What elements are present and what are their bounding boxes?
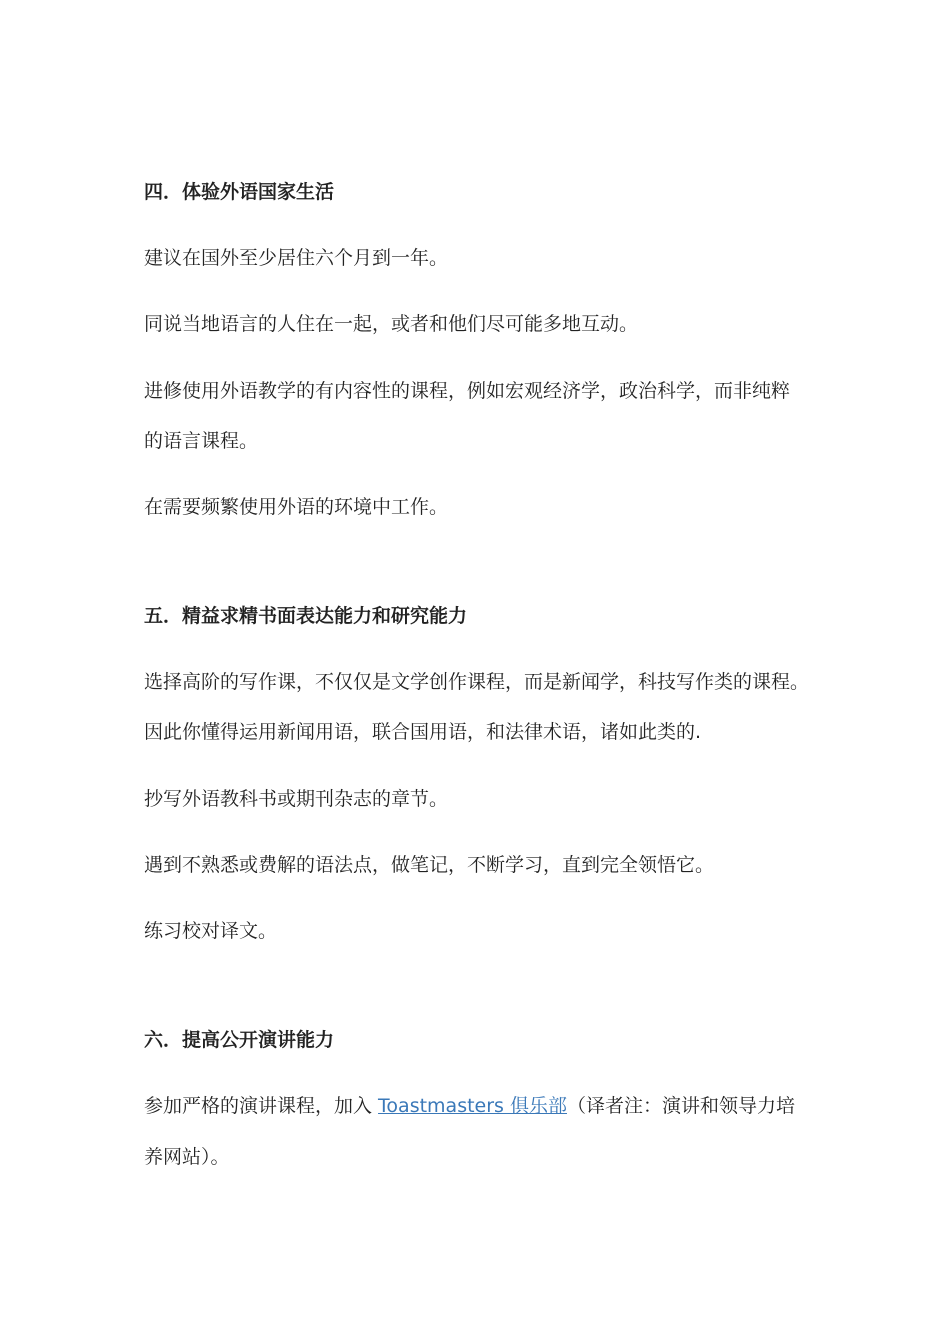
paragraph-line: 同说当地语言的人住在一起，或者和他们尽可能多地互动。	[144, 313, 639, 335]
paragraph-line: 养网站）。	[144, 1146, 230, 1168]
paragraph-line: 抄写外语教科书或期刊杂志的章节。	[144, 788, 449, 810]
paragraph-text: （译者注：演讲和领导力培	[566, 1095, 795, 1117]
paragraph-line: 进修使用外语教学的有内容性的课程，例如宏观经济学，政治科学，而非纯粹	[144, 380, 791, 402]
toastmasters-link[interactable]: Toastmasters 俱乐部	[378, 1095, 567, 1117]
paragraph-line: 遇到不熟悉或费解的语法点，做笔记，不断学习，直到完全领悟它。	[144, 854, 715, 876]
section-heading-5: 五．精益求精书面表达能力和研究能力	[144, 605, 468, 627]
paragraph-line: 的语言课程。	[144, 430, 259, 452]
paragraph-line: 因此你懂得运用新闻用语，联合国用语，和法律术语，诸如此类的.	[144, 721, 702, 743]
paragraph-line: 练习校对译文。	[144, 920, 278, 942]
section-heading-6: 六．提高公开演讲能力	[144, 1029, 335, 1051]
paragraph-text: 参加严格的演讲课程，加入	[144, 1095, 379, 1117]
section-heading-4: 四．体验外语国家生活	[144, 181, 335, 203]
paragraph-line: 选择高阶的写作课，不仅仅是文学创作课程，而是新闻学，科技写作类的课程。	[144, 671, 810, 693]
paragraph-line: 在需要频繁使用外语的环境中工作。	[144, 496, 449, 518]
paragraph-line: 建议在国外至少居住六个月到一年。	[144, 247, 449, 269]
paragraph-line-with-link	[144, 1093, 795, 1119]
